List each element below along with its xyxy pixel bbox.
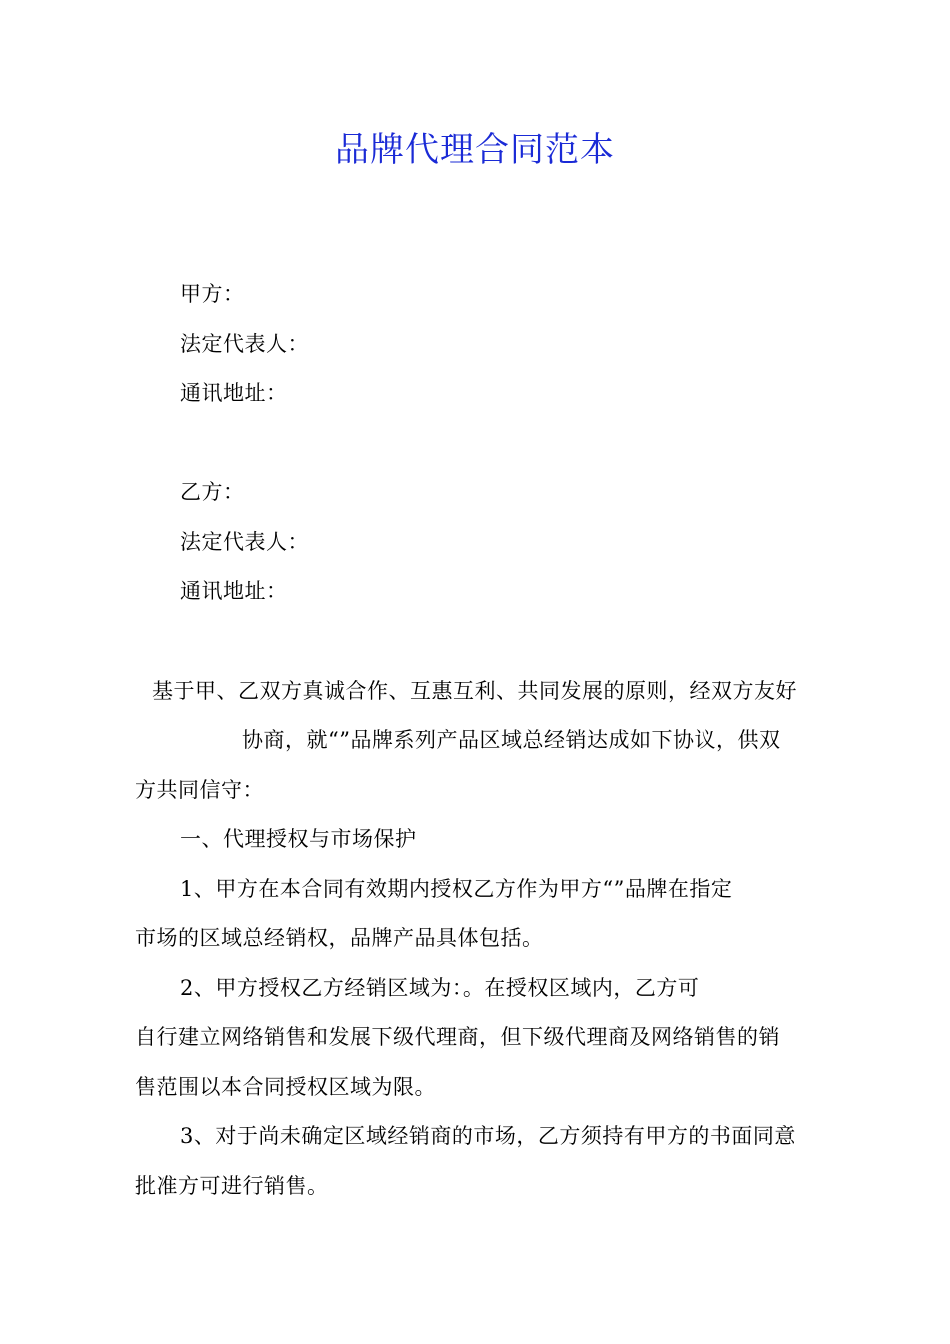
party-b-address: 通讯地址：	[180, 579, 288, 603]
preamble-line-1: 基于甲、乙双方真诚合作、互惠互利、共同发展的原则，经双方友好	[152, 679, 797, 703]
document-title: 品牌代理合同范本	[335, 130, 615, 170]
party-b-label: 乙方：	[180, 480, 245, 504]
section-1-heading: 一、代理授权与市场保护	[180, 827, 417, 851]
clause-1-line-2: 市场的区域总经销权，品牌产品具体包括。	[135, 926, 544, 950]
party-a-label: 甲方：	[180, 282, 245, 306]
clause-1-line-1: 1、甲方在本合同有效期内授权乙方作为甲方“”品牌在指定	[180, 877, 733, 901]
clause-3-line-2: 批准方可进行销售。	[135, 1174, 329, 1198]
preamble-line-3: 方共同信守：	[135, 778, 264, 802]
party-a-legal-rep: 法定代表人：	[180, 332, 309, 356]
clause-2-line-2: 自行建立网络销售和发展下级代理商，但下级代理商及网络销售的销	[135, 1025, 780, 1049]
party-b-legal-rep: 法定代表人：	[180, 530, 309, 554]
clause-2-line-1: 2、甲方授权乙方经销区域为：。在授权区域内，乙方可	[180, 976, 700, 1000]
party-a-address: 通讯地址：	[180, 381, 288, 405]
preamble-line-2: 协商，就“”品牌系列产品区域总经销达成如下协议，供双	[242, 728, 781, 752]
clause-2-line-3: 售范围以本合同授权区域为限。	[135, 1075, 436, 1099]
clause-3-line-1: 3、对于尚未确定区域经销商的市场，乙方须持有甲方的书面同意	[180, 1124, 796, 1148]
